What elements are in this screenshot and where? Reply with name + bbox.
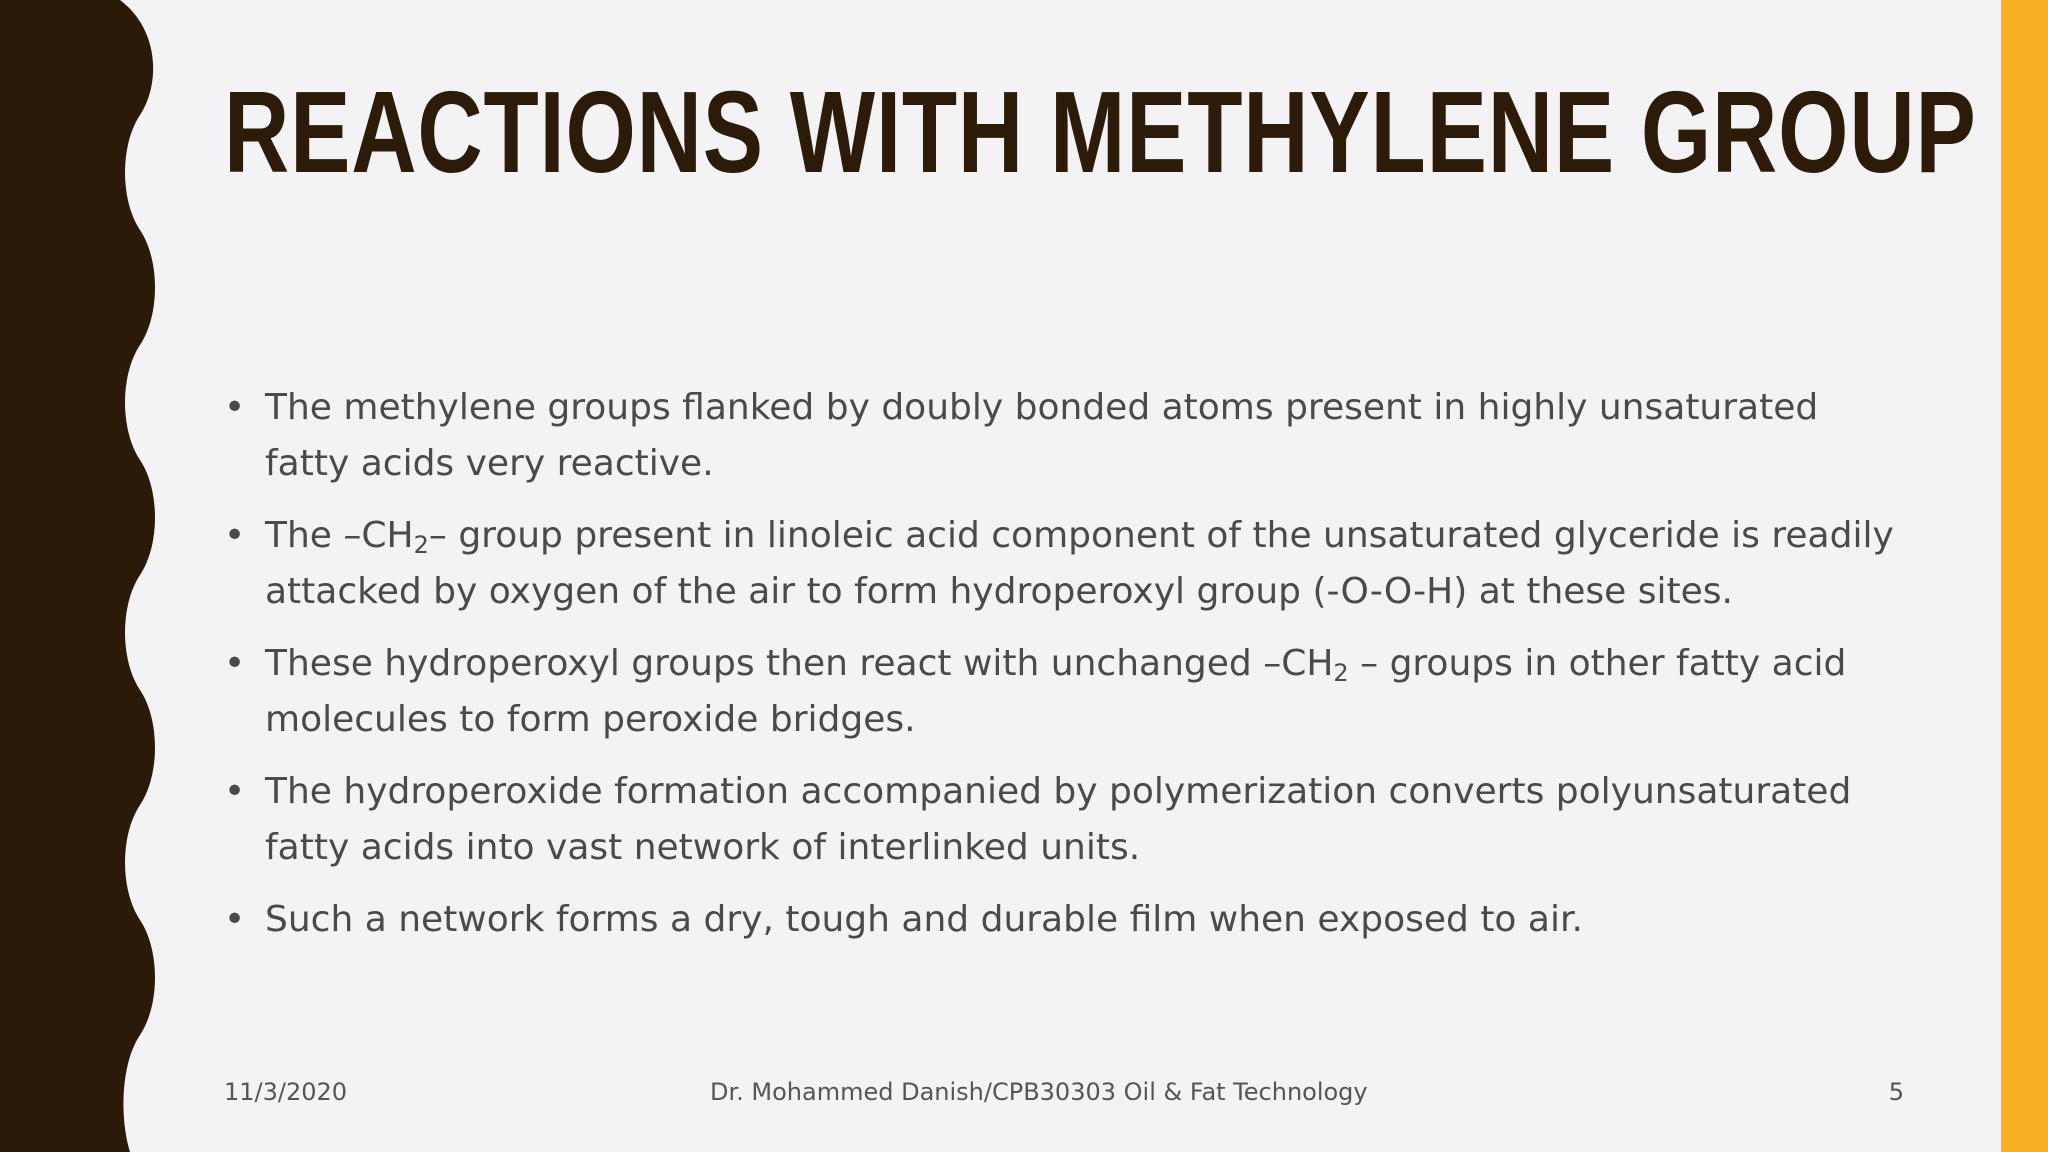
bullet-item xyxy=(224,892,1904,948)
bullet-marker: • xyxy=(224,643,246,684)
bullet-item xyxy=(224,636,1904,748)
subscript: 2 xyxy=(1333,659,1349,687)
bullet-list xyxy=(224,380,1904,964)
bullet-text: The hydroperoxide formation accompanied by polymerization converts polyunsaturated fatty acids into vast network of interlinked units. xyxy=(265,771,1852,868)
bullet-item xyxy=(224,380,1904,492)
bullet-marker: • xyxy=(224,771,246,812)
footer-credit: Dr. Mohammed Danish/CPB30303 Oil & Fat Technology xyxy=(710,1078,1368,1106)
bullet-marker: • xyxy=(224,899,246,940)
bullet-marker: • xyxy=(224,515,246,556)
wavy-side-band xyxy=(0,0,160,1152)
bullet-item xyxy=(224,764,1904,876)
bullet-text: The methylene groups flanked by doubly bonded atoms present in highly unsaturated fatty acids very reactive. xyxy=(265,387,1819,484)
footer-date: 11/3/2020 xyxy=(224,1078,348,1106)
subscript: 2 xyxy=(413,531,429,559)
bullet-text: Such a network forms a dry, tough and durable film when exposed to air. xyxy=(265,899,1583,940)
bullet-item xyxy=(224,508,1904,620)
bullet-text: These hydroperoxyl groups then react with unchanged $-CH_2$ – groups in other fatty acid molecules to form peroxide bridges. xyxy=(265,643,1847,740)
wavy-band-shape xyxy=(0,0,155,1152)
bullet-text: The $-CH_2-$ group present in linoleic acid component of the unsaturated glyceride is readily attacked by oxygen of the air to form hydroperoxyl group (-O-O-H) at these sites. xyxy=(265,515,1894,612)
slide-title: REACTIONS WITH METHYLENE GROUP xyxy=(224,67,1977,197)
bullet-marker: • xyxy=(224,387,246,428)
accent-bar xyxy=(2001,0,2048,1152)
footer-page-number: 5 xyxy=(1888,1078,1904,1106)
